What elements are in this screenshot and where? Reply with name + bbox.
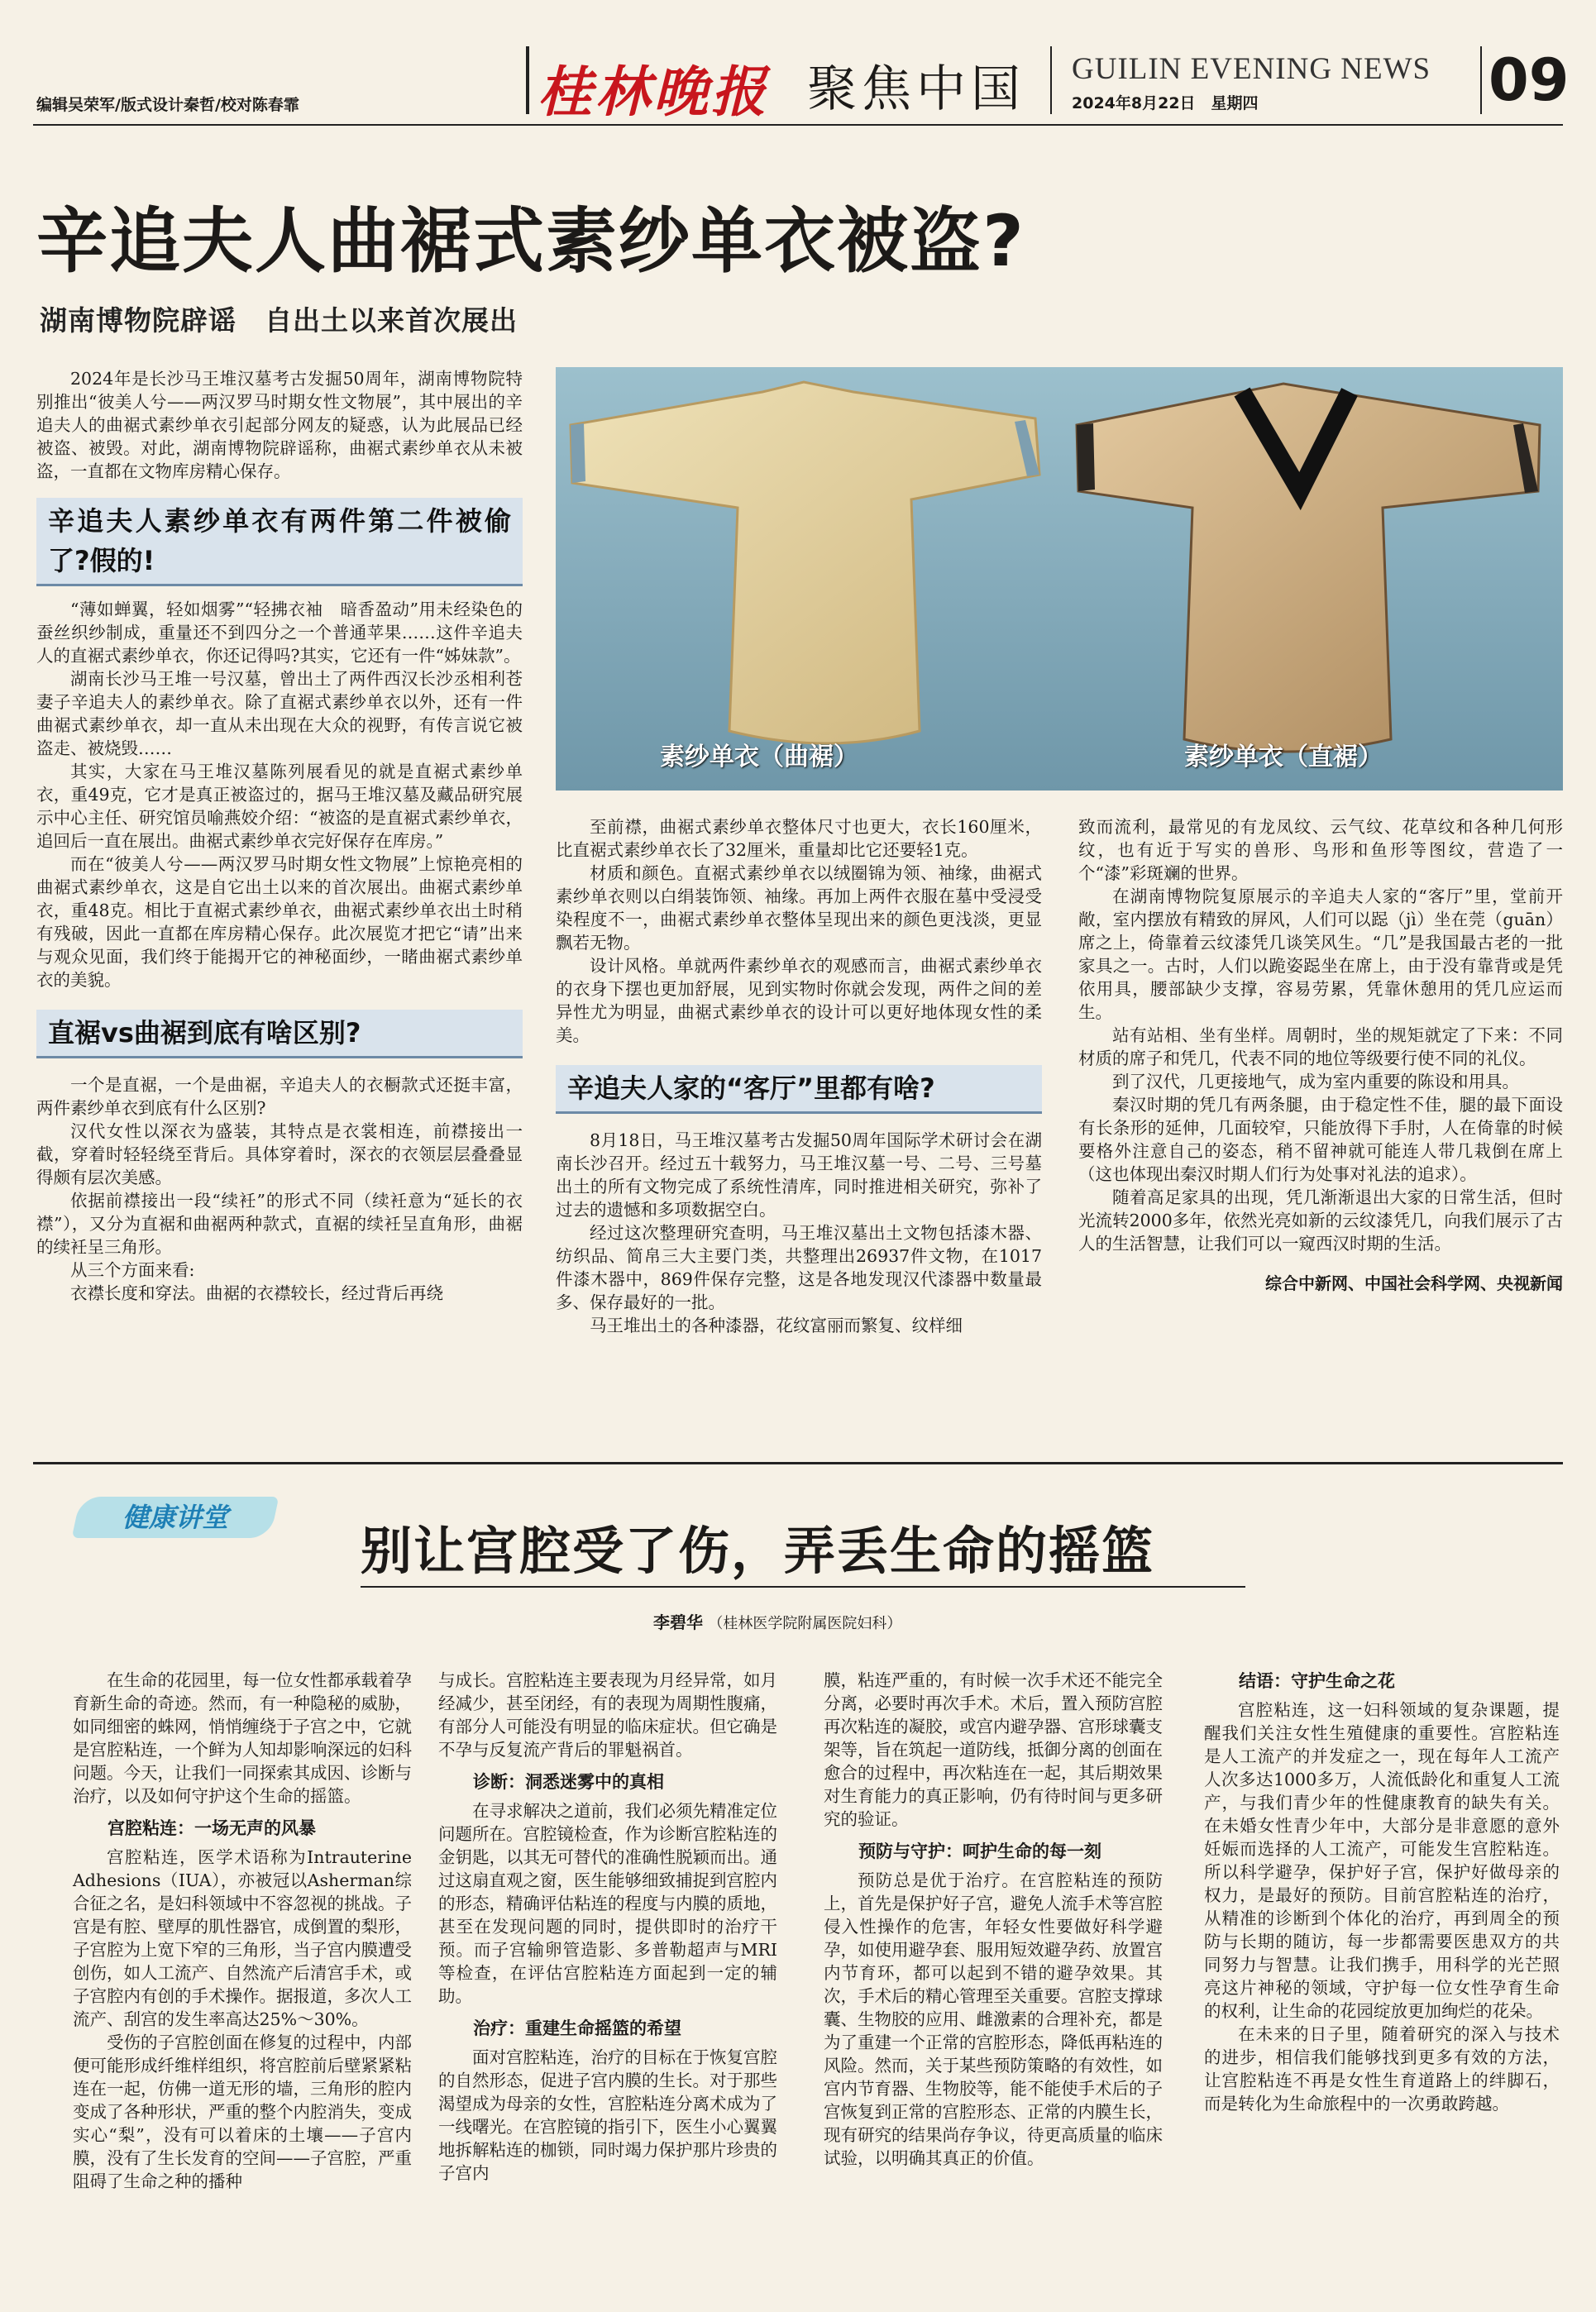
paragraph: 汉代女性以深衣为盛装，其特点是衣裳相连，前襟接出一截，穿着时轻轻绕至背后。具体穿着时，深衣的衣领层层叠叠显得颇有层次美感。 [36, 1121, 523, 1187]
article-subhead: 湖南博物院辟谣 自出土以来首次展出 [40, 304, 518, 337]
paragraph: 随着高足家具的出现，凭几渐渐退出大家的日常生活，但时光流转2000多年，依然光亮如新的云纹漆凭几，向我们展示了古人的生活智慧，让我们可以一窥西汉时期的生活。 [1078, 1187, 1563, 1254]
source-credit: 综合中新网、中国社会科学网、央视新闻 [1265, 1273, 1563, 1293]
paragraph: 在生命的花园里，每一位女性都承载着孕育新生命的奇迹。然而，有一种隐秘的威胁，如同细密的蛛网，悄悄缠绕于子宫之中，它就是宫腔粘连，一个鲜为人知却影响深远的妇科问题。今天，让我们一同探索其成因、诊断与治疗，以及如何守护这个生命的摇篮。 [73, 1670, 412, 1806]
paragraph: 马王堆出土的各种漆器，花纹富丽而繁复、纹样细 [590, 1316, 963, 1335]
paragraph: 至前襟，曲裾式素纱单衣整体尺寸也更大，衣长160厘米，比直裾式素纱单衣长了32厘米，重量却比它还要轻1克。 [556, 817, 1042, 860]
photo-caption-right: 素纱单衣（直裾） [1184, 743, 1383, 771]
paragraph: 宫腔粘连，医学术语称为Intrauterine Adhesions（IUA），亦被冠以Asherman综合征之名，是妇科领域中不容忽视的挑战。子宫是有腔、壁厚的肌性器官，成倒置的梨形，子宫腔为上宽下窄的三角形，当子宫内膜遭受创伤，如人工流产、自然流产后清宫手术，或子宫腔内有创的手术操作。据报道，多次人工流产、刮宫的发生率高达25%～30%。 [73, 1847, 412, 2029]
english-name: GUILIN EVENING NEWS [1072, 52, 1431, 86]
paragraph: 从三个方面来看: [70, 1260, 195, 1280]
paragraph: 到了汉代，几更接地气，成为室内重要的陈设和用具。 [1112, 1072, 1519, 1092]
article-headline: 辛追夫人曲裾式素纱单衣被盗? [36, 200, 1025, 283]
paragraph: “薄如蝉翼，轻如烟雾”“轻拂衣袖 暗香盈动”用未经染色的蚕丝织纱制成，重量还不到四分之一个普通苹果……这件辛追夫人的直裾式素纱单衣，你还记得吗?其实，它还有一件“姊妹款”。 [36, 599, 523, 666]
author-affiliation: （桂林医学院附属医院妇科） [708, 1615, 902, 1632]
paragraph: 在湖南博物院复原展示的辛追夫人家的“客厅”里，堂前开敞，室内摆放有精致的屏风，人们可以跽（jì）坐在莞（guān）席之上，倚靠着云纹漆凭几谈笑风生。“几”是我国最古老的一批家具之一。古时，人们以跪姿跽坐在席上，由于没有靠背或是凭依用具，腰部缺少支撑，容易劳累，凭靠休憩用的凭几应运而生。 [1078, 886, 1563, 1022]
article-left-column [36, 367, 523, 1305]
health-headline: 别让宫腔受了伤，弄丢生命的摇篮 [361, 1521, 1155, 1581]
paragraph: 一个是直裾，一个是曲裾，辛追夫人的衣橱款式还挺丰富，两件素纱单衣到底有什么区别? [36, 1075, 523, 1118]
garments-photo [556, 367, 1563, 791]
subheading: 宫腔粘连：一场无声的风暴 [108, 1818, 316, 1838]
subheading: 诊断：洞悉迷雾中的真相 [473, 1772, 664, 1792]
paragraph: 在未来的日子里，随着研究的深入与技术的进步，相信我们能够找到更多有效的方法，让宫腔粘连不再是女性生育道路上的绊脚石，而是转化为生命旅程中的一次勇敢跨越。 [1204, 2024, 1560, 2114]
photo-caption-left: 素纱单衣（曲裾） [660, 743, 858, 771]
article-right-column [1078, 815, 1563, 1295]
section-heading-3: 辛追夫人家的“客厅”里都有啥? [556, 1065, 1042, 1114]
paragraph: 面对宫腔粘连，治疗的目标在于恢复宫腔的自然形态，促进子宫内膜的生长。对于那些渴望成为母亲的女性，宫腔粘连分离术成为了一线曙光。在宫腔镜的指引下，医生小心翼翼地拆解粘连的枷锁，同时竭力保护那片珍贵的子宫内 [438, 2047, 777, 2183]
paragraph: 膜，粘连严重的，有时候一次手术还不能完全分离，必要时再次手术。术后，置入预防宫腔再次粘连的凝胶，或宫内避孕器、宫形球囊支架等，旨在筑起一道防线，抵御分离的创面在愈合的过程中，再次粘连在一起，其后期效果对生育能力的真正影响，仍有待时间与更多研究的验证。 [824, 1670, 1163, 1829]
section-name: 聚焦中国 [807, 60, 1025, 118]
subheading: 预防与守护：呵护生命的每一刻 [858, 1841, 1101, 1861]
intro-paragraph: 2024年是长沙马王堆汉墓考古发掘50周年，湖南博物院特别推出“彼美人兮——两汉罗马时期女性文物展”，其中展出的辛追夫人的曲裾式素纱单衣引起部分网友的疑惑，认为此展品已经被盗、被毁。对此，湖南博物院辟谣称，曲裾式素纱单衣从未被盗，一直都在文物库房精心保存。 [36, 369, 523, 481]
health-column-4 [1204, 1669, 1560, 2115]
paragraph: 在寻求解决之道前，我们必须先精准定位问题所在。宫腔镜检查，作为诊断宫腔粘连的金钥匙，以其无可替代的准确性脱颖而出。通过这扇直观之窗，医生能够细致捕捉到宫腔内的形态，精确评估粘连的程度与内膜的质地，甚至在发现问题的同时，提供即时的治疗干预。而子宫输卵管造影、多普勒超声与MRI等检查，在评估宫腔粘连方面起到一定的辅助。 [438, 1801, 777, 2006]
paragraph: 湖南长沙马王堆一号汉墓，曾出土了两件西汉长沙丞相利苍妻子辛追夫人的素纱单衣。除了直裾式素纱单衣以外，还有一件曲裾式素纱单衣，却一直从未出现在大众的视野，有传言说它被盗走、被烧毁…… [36, 669, 523, 758]
paragraph: 站有站相、坐有坐样。周朝时，坐的规矩就定了下来：不同材质的席子和凭几，代表不同的地位等级要行使不同的礼仪。 [1078, 1025, 1563, 1068]
paragraph: 经过这次整理研究查明，马王堆汉墓出土文物包括漆木器、纺织品、简帛三大主要门类，共整理出26937件文物，在1017件漆木器中，869件保存完整，这是各地发现汉代漆器中数量最多、保存最好的一批。 [556, 1223, 1042, 1312]
paragraph: 衣襟长度和穿法。曲裾的衣襟较长，经过背后再绕 [70, 1283, 443, 1303]
page-number: 09 [1488, 46, 1570, 114]
column-badge [72, 1497, 280, 1538]
section-heading-2: 直裾vs曲裾到底有啥区别? [36, 1010, 523, 1058]
paragraph: 而在“彼美人兮——两汉罗马时期女性文物展”上惊艳亮相的曲裾式素纱单衣，这是自它出土以来的首次展出。曲裾式素纱单衣，重48克。相比于直裾式素纱单衣，曲裾式素纱单衣出土时稍有残破，因此一直都在库房精心保存。此次展览才把它“请”出来与观众见面，我们终于能揭开它的神秘面纱，一睹曲裾式素纱单衣的美貌。 [36, 854, 523, 990]
subheading: 结语：守护生命之花 [1239, 1671, 1395, 1691]
newspaper-logo: 桂林晚报 [538, 60, 769, 124]
paragraph: 依据前襟接出一段“续衽”的形式不同（续衽意为“延长的衣襟”），又分为直裾和曲裾两种款式，直裾的续衽呈直角形，曲裾的续衽呈三角形。 [36, 1191, 523, 1257]
paragraph: 预防总是优于治疗。在宫腔粘连的预防上，首先是保护好子宫，避免人流手术等宫腔侵入性操作的危害，年轻女性要做好科学避孕，如使用避孕套、服用短效避孕药、放置宫内节育环，都可以起到不错的避孕效果。其次，手术后的精心管理至关重要。宫腔支撑球囊、生物胶的应用、雌激素的合理补充，都是为了重建一个正常的宫腔形态，降低再粘连的风险。然而，关于某些预防策略的有效性，如宫内节育器、生物胶等，能不能使手术后的子宫恢复到正常的宫腔形态、正常的内膜生长，现有研究的结果尚存争议，待更高质量的临床试验，以明确其真正的价值。 [824, 1870, 1163, 2168]
issue-date: 2024年8月22日 星期四 [1072, 94, 1259, 112]
paragraph: 8月18日，马王堆汉墓考古发掘50周年国际学术研讨会在湖南长沙召开。经过五十载努力，马王堆汉墓一号、二号、三号墓出土的所有文物完成了系统性清库，同时推进相关研究，弥补了过去的遗憾和多项数据空白。 [556, 1130, 1042, 1220]
paragraph: 秦汉时期的凭几有两条腿，由于稳定性不佳，腿的最下面设有长条形的延伸，几面较窄，只能放得下手肘，人在倚靠的时候要格外注意自己的姿态，稍不留神就可能连人带几栽倒在席上（这也体现出秦汉时期人们行为处事对礼法的追求）。 [1078, 1095, 1563, 1184]
paragraph: 材质和颜色。直裾式素纱单衣以绒圈锦为领、袖缘，曲裾式素纱单衣则以白绢装饰领、袖缘。再加上两件衣服在墓中受浸受染程度不一，曲裾式素纱单衣整体呈现出来的颜色更浅淡，更显飘若无物。 [556, 863, 1042, 953]
paragraph: 受伤的子宫腔创面在修复的过程中，内部便可能形成纤维样组织，将宫腔前后壁紧紧粘连在一起，仿佛一道无形的墙，三角形的腔内变成了各种形状，严重的整个内腔消失，变成实心“梨”，没有可以着床的土壤——子宫内膜，没有了生长发育的空间——子宫腔，严重阻碍了生命之种的播种 [73, 2033, 412, 2191]
author-name: 李碧华 [653, 1612, 703, 1632]
article-middle-column [556, 815, 1042, 1337]
column-label: 健康讲堂 [122, 1502, 228, 1533]
paragraph: 宫腔粘连，这一妇科领域的复杂课题，提醒我们关注女性生殖健康的重要性。宫腔粘连是人工流产的并发症之一，现在每年人工流产人次多达1000多万，人流低龄化和重复人工流产，与我们青少年的性健康教育的缺失有关。在未婚女性青少年中，大部分是非意愿的意外妊娠而选择的人工流产，可能发生宫腔粘连。所以科学避孕，保护好子宫，保护好做母亲的权力，是最好的预防。目前宫腔粘连的治疗，从精准的诊断到个体化的治疗，再到周全的预防与长期的随访，每一步都需要医患双方的共同努力与智慧。让我们携手，用科学的光芒照亮这片神秘的领域，守护每一位女性孕育生命的权利，让生命的花园绽放更加绚烂的花朵。 [1204, 1700, 1560, 2021]
paragraph: 与成长。宫腔粘连主要表现为月经异常，如月经减少，甚至闭经，有的表现为周期性腹痛，有部分人可能没有明显的临床症状。但它确是不孕与反复流产背后的罪魁祸首。 [438, 1670, 777, 1760]
section-heading-1: 辛追夫人素纱单衣有两件第二件被偷了?假的! [36, 498, 523, 586]
paragraph: 设计风格。单就两件素纱单衣的观感而言，曲裾式素纱单衣的衣身下摆也更加舒展，见到实物时你就会发现，两件之间的差异性尤为明显，曲裾式素纱单衣的设计可以更好地体现女性的柔美。 [556, 956, 1042, 1045]
author-line [653, 1609, 901, 1633]
paragraph: 其实，大家在马王堆汉墓陈列展看见的就是直裾式素纱单衣，重49克，它才是真正被盗过的，据马王堆汉墓及藏品研究展示中心主任、研究馆员喻燕姣介绍：“被盗的是直裾式素纱单衣，追回后一直在展出。曲裾式素纱单衣完好保存在库房。” [36, 762, 523, 851]
editor-credits: 编辑吴荣军/版式设计秦哲/校对陈春霏 [36, 96, 299, 114]
health-column-2 [438, 1669, 777, 2185]
health-column-3 [824, 1669, 1163, 2170]
subheading: 治疗：重建生命摇篮的希望 [473, 2018, 681, 2038]
paragraph: 致而流利，最常见的有龙凤纹、云气纹、花草纹和各种几何形纹，也有近于写实的兽形、鸟形和鱼形等图纹，营造了一个“漆”彩斑斓的世界。 [1078, 817, 1563, 883]
health-column-1 [73, 1669, 412, 2193]
